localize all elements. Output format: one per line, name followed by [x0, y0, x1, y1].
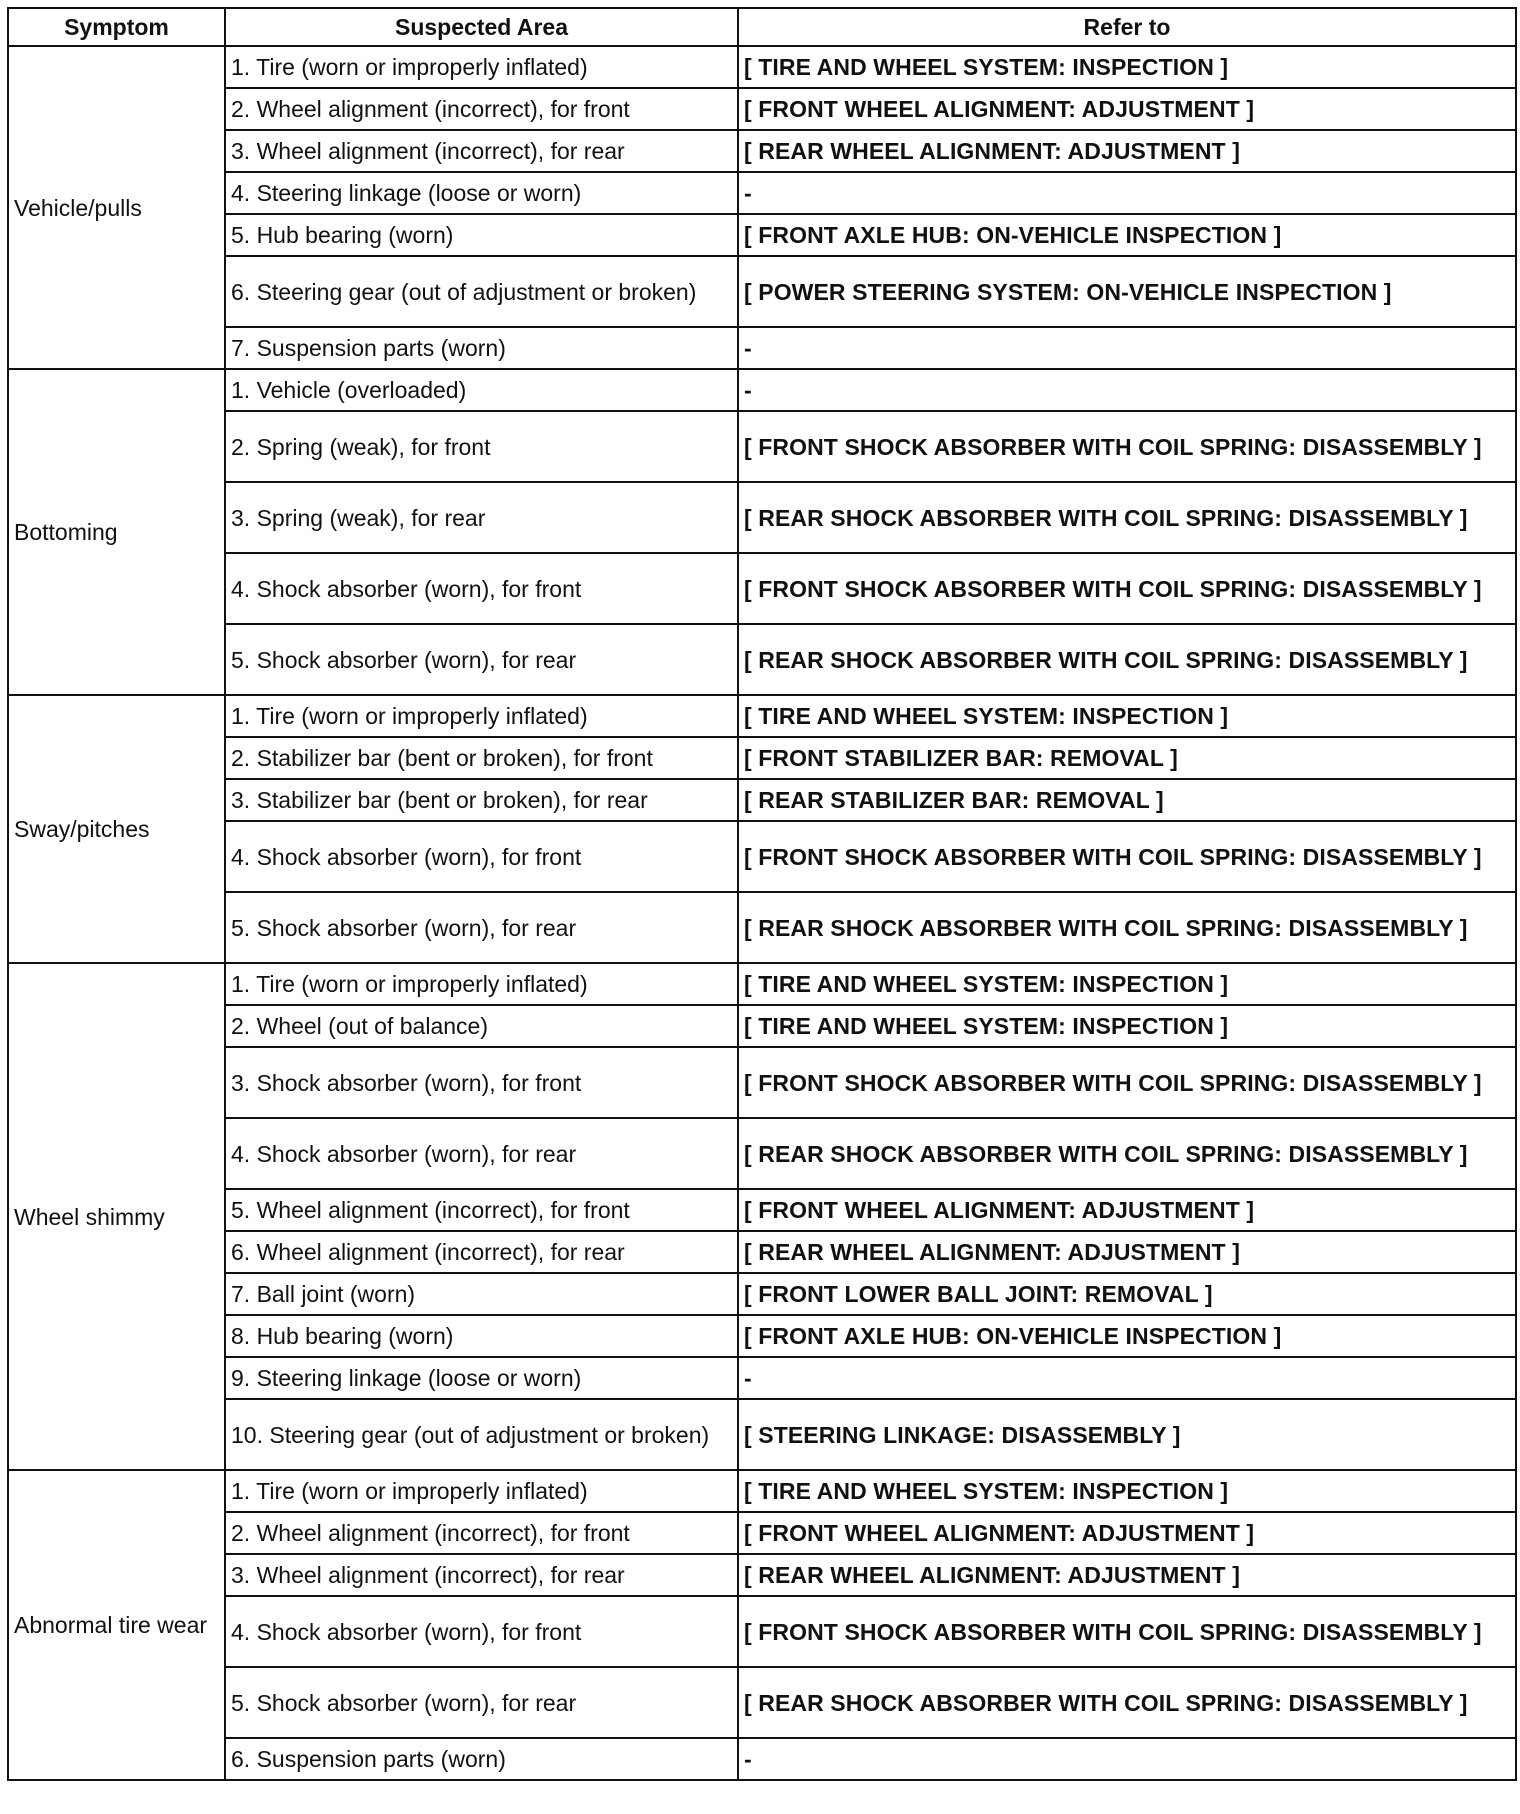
- table-row: [8, 369, 1516, 411]
- refer-to-cell: [ POWER STEERING SYSTEM: ON-VEHICLE INSPECTION ]: [738, 256, 1516, 327]
- suspected-area-cell: 3. Shock absorber (worn), for front: [225, 1047, 738, 1118]
- table-row: [8, 482, 1516, 553]
- table-row: [8, 963, 1516, 1005]
- table-row: [8, 130, 1516, 172]
- refer-to-cell: [ REAR SHOCK ABSORBER WITH COIL SPRING: DISASSEMBLY ]: [738, 624, 1516, 695]
- table-row: [8, 1470, 1516, 1512]
- suspected-area-cell: 1. Tire (worn or improperly inflated): [225, 695, 738, 737]
- table-row: [8, 1357, 1516, 1399]
- suspected-area-cell: 1. Tire (worn or improperly inflated): [225, 46, 738, 88]
- suspected-area-cell: 2. Wheel alignment (incorrect), for front: [225, 1512, 738, 1554]
- symptom-table: [7, 7, 1517, 1781]
- table-row: [8, 892, 1516, 963]
- refer-to-cell: [ FRONT STABILIZER BAR: REMOVAL ]: [738, 737, 1516, 779]
- suspected-area-cell: 5. Shock absorber (worn), for rear: [225, 624, 738, 695]
- header-suspected-area: Suspected Area: [225, 8, 738, 46]
- table-row: [8, 1512, 1516, 1554]
- refer-to-cell: [ FRONT AXLE HUB: ON-VEHICLE INSPECTION ]: [738, 1315, 1516, 1357]
- suspected-area-cell: 2. Stabilizer bar (bent or broken), for front: [225, 737, 738, 779]
- table-row: [8, 1667, 1516, 1738]
- suspected-area-cell: 4. Shock absorber (worn), for rear: [225, 1118, 738, 1189]
- suspected-area-cell: 5. Shock absorber (worn), for rear: [225, 892, 738, 963]
- refer-to-cell: [ STEERING LINKAGE: DISASSEMBLY ]: [738, 1399, 1516, 1470]
- table-row: [8, 1118, 1516, 1189]
- suspected-area-cell: 1. Tire (worn or improperly inflated): [225, 1470, 738, 1512]
- suspected-area-cell: 3. Wheel alignment (incorrect), for rear: [225, 130, 738, 172]
- table-row: [8, 411, 1516, 482]
- refer-to-cell: [ REAR SHOCK ABSORBER WITH COIL SPRING: DISASSEMBLY ]: [738, 1118, 1516, 1189]
- refer-to-cell: [ REAR WHEEL ALIGNMENT: ADJUSTMENT ]: [738, 130, 1516, 172]
- suspected-area-cell: 5. Hub bearing (worn): [225, 214, 738, 256]
- refer-to-cell: [ FRONT WHEEL ALIGNMENT: ADJUSTMENT ]: [738, 1189, 1516, 1231]
- refer-to-cell: [ FRONT SHOCK ABSORBER WITH COIL SPRING: DISASSEMBLY ]: [738, 1047, 1516, 1118]
- refer-to-cell: [ REAR STABILIZER BAR: REMOVAL ]: [738, 779, 1516, 821]
- suspected-area-cell: 2. Wheel alignment (incorrect), for front: [225, 88, 738, 130]
- suspected-area-cell: 3. Wheel alignment (incorrect), for rear: [225, 1554, 738, 1596]
- table-row: [8, 1554, 1516, 1596]
- refer-to-cell: -: [738, 1357, 1516, 1399]
- refer-to-cell: [ FRONT LOWER BALL JOINT: REMOVAL ]: [738, 1273, 1516, 1315]
- refer-to-cell: -: [738, 172, 1516, 214]
- refer-to-cell: [ REAR SHOCK ABSORBER WITH COIL SPRING: DISASSEMBLY ]: [738, 1667, 1516, 1738]
- table-row: [8, 1738, 1516, 1780]
- table-row: [8, 1189, 1516, 1231]
- refer-to-cell: [ FRONT SHOCK ABSORBER WITH COIL SPRING: DISASSEMBLY ]: [738, 821, 1516, 892]
- table-row: [8, 1047, 1516, 1118]
- table-row: [8, 256, 1516, 327]
- header-symptom: Symptom: [8, 8, 225, 46]
- suspected-area-cell: 4. Shock absorber (worn), for front: [225, 553, 738, 624]
- suspected-area-cell: 3. Spring (weak), for rear: [225, 482, 738, 553]
- refer-to-cell: [ TIRE AND WHEEL SYSTEM: INSPECTION ]: [738, 46, 1516, 88]
- refer-to-cell: -: [738, 1738, 1516, 1780]
- table-row: [8, 821, 1516, 892]
- table-row: [8, 1005, 1516, 1047]
- refer-to-cell: [ FRONT SHOCK ABSORBER WITH COIL SPRING: DISASSEMBLY ]: [738, 553, 1516, 624]
- table-row: [8, 1399, 1516, 1470]
- suspected-area-cell: 8. Hub bearing (worn): [225, 1315, 738, 1357]
- refer-to-cell: -: [738, 327, 1516, 369]
- table-row: [8, 737, 1516, 779]
- refer-to-cell: [ REAR SHOCK ABSORBER WITH COIL SPRING: DISASSEMBLY ]: [738, 482, 1516, 553]
- suspected-area-cell: 4. Steering linkage (loose or worn): [225, 172, 738, 214]
- refer-to-cell: [ FRONT WHEEL ALIGNMENT: ADJUSTMENT ]: [738, 1512, 1516, 1554]
- refer-to-cell: -: [738, 369, 1516, 411]
- suspected-area-cell: 7. Suspension parts (worn): [225, 327, 738, 369]
- symptom-table-container: [7, 7, 1515, 1781]
- suspected-area-cell: 9. Steering linkage (loose or worn): [225, 1357, 738, 1399]
- suspected-area-cell: 1. Vehicle (overloaded): [225, 369, 738, 411]
- table-row: [8, 172, 1516, 214]
- table-row: [8, 779, 1516, 821]
- suspected-area-cell: 10. Steering gear (out of adjustment or broken): [225, 1399, 738, 1470]
- symptom-cell: Sway/pitches: [8, 695, 225, 963]
- refer-to-cell: [ TIRE AND WHEEL SYSTEM: INSPECTION ]: [738, 1005, 1516, 1047]
- refer-to-cell: [ FRONT AXLE HUB: ON-VEHICLE INSPECTION ]: [738, 214, 1516, 256]
- refer-to-cell: [ TIRE AND WHEEL SYSTEM: INSPECTION ]: [738, 1470, 1516, 1512]
- table-row: [8, 327, 1516, 369]
- table-row: [8, 46, 1516, 88]
- table-row: [8, 1315, 1516, 1357]
- refer-to-cell: [ FRONT SHOCK ABSORBER WITH COIL SPRING: DISASSEMBLY ]: [738, 1596, 1516, 1667]
- table-header-row: [8, 8, 1516, 46]
- suspected-area-cell: 2. Spring (weak), for front: [225, 411, 738, 482]
- refer-to-cell: [ FRONT SHOCK ABSORBER WITH COIL SPRING: DISASSEMBLY ]: [738, 411, 1516, 482]
- table-body: [8, 46, 1516, 1780]
- symptom-cell: Abnormal tire wear: [8, 1470, 225, 1780]
- suspected-area-cell: 4. Shock absorber (worn), for front: [225, 821, 738, 892]
- table-row: [8, 1273, 1516, 1315]
- suspected-area-cell: 6. Wheel alignment (incorrect), for rear: [225, 1231, 738, 1273]
- suspected-area-cell: 7. Ball joint (worn): [225, 1273, 738, 1315]
- table-row: [8, 624, 1516, 695]
- suspected-area-cell: 3. Stabilizer bar (bent or broken), for rear: [225, 779, 738, 821]
- refer-to-cell: [ REAR SHOCK ABSORBER WITH COIL SPRING: DISASSEMBLY ]: [738, 892, 1516, 963]
- table-row: [8, 214, 1516, 256]
- suspected-area-cell: 6. Steering gear (out of adjustment or broken): [225, 256, 738, 327]
- suspected-area-cell: 6. Suspension parts (worn): [225, 1738, 738, 1780]
- suspected-area-cell: 1. Tire (worn or improperly inflated): [225, 963, 738, 1005]
- refer-to-cell: [ FRONT WHEEL ALIGNMENT: ADJUSTMENT ]: [738, 88, 1516, 130]
- table-row: [8, 1231, 1516, 1273]
- table-row: [8, 553, 1516, 624]
- table-row: [8, 88, 1516, 130]
- table-row: [8, 695, 1516, 737]
- header-refer-to: Refer to: [738, 8, 1516, 46]
- suspected-area-cell: 2. Wheel (out of balance): [225, 1005, 738, 1047]
- suspected-area-cell: 5. Shock absorber (worn), for rear: [225, 1667, 738, 1738]
- refer-to-cell: [ TIRE AND WHEEL SYSTEM: INSPECTION ]: [738, 963, 1516, 1005]
- refer-to-cell: [ TIRE AND WHEEL SYSTEM: INSPECTION ]: [738, 695, 1516, 737]
- symptom-cell: Bottoming: [8, 369, 225, 695]
- suspected-area-cell: 5. Wheel alignment (incorrect), for front: [225, 1189, 738, 1231]
- refer-to-cell: [ REAR WHEEL ALIGNMENT: ADJUSTMENT ]: [738, 1231, 1516, 1273]
- table-row: [8, 1596, 1516, 1667]
- refer-to-cell: [ REAR WHEEL ALIGNMENT: ADJUSTMENT ]: [738, 1554, 1516, 1596]
- symptom-cell: Wheel shimmy: [8, 963, 225, 1470]
- symptom-cell: Vehicle/pulls: [8, 46, 225, 369]
- suspected-area-cell: 4. Shock absorber (worn), for front: [225, 1596, 738, 1667]
